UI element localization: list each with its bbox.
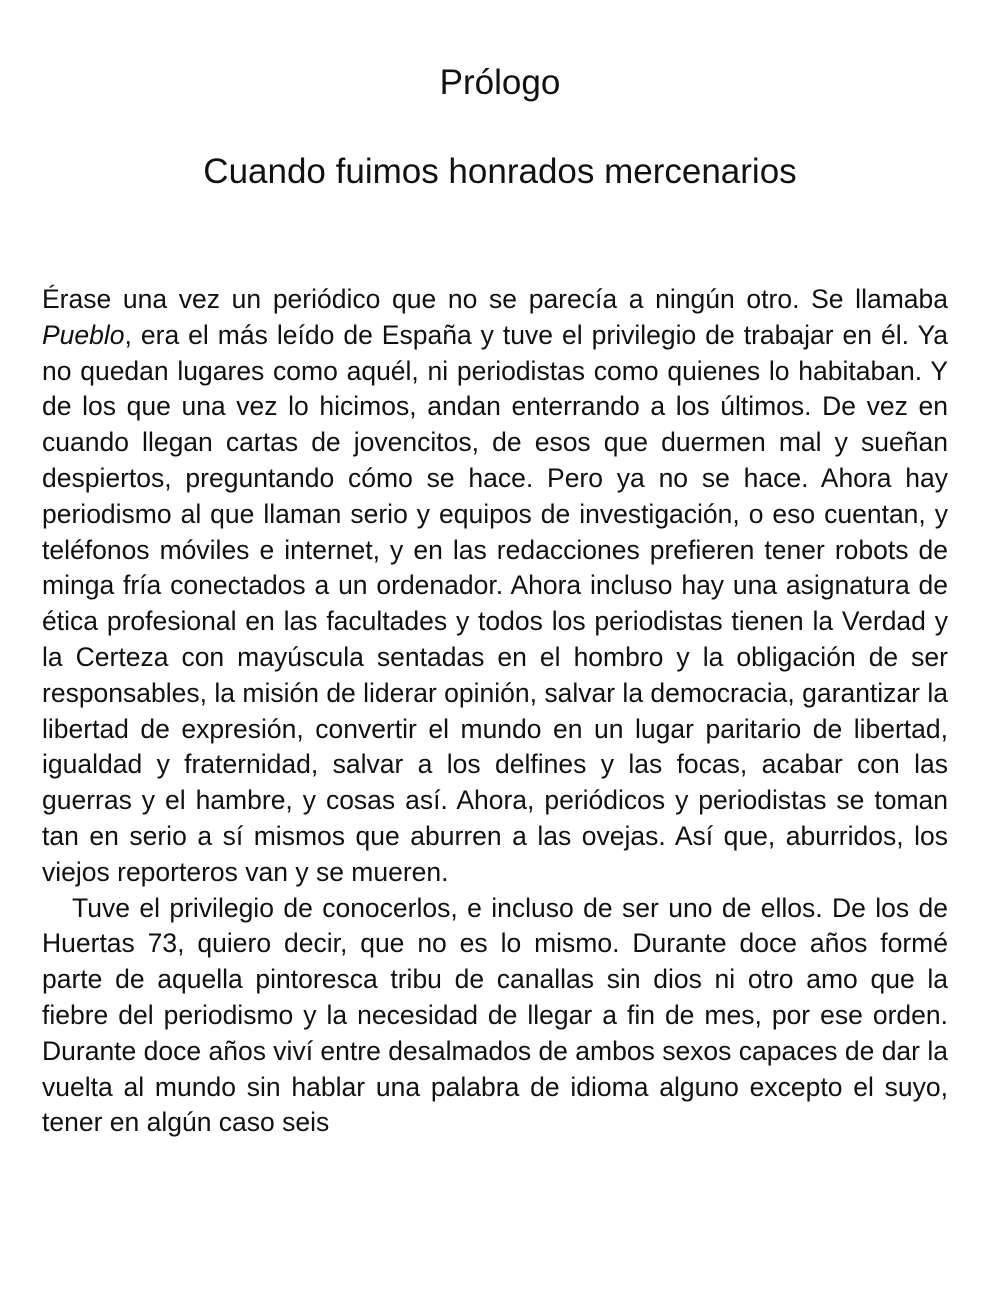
paragraph-1-start: Érase una vez un periódico que no se parecía a ningún otro. Se llamaba	[42, 284, 948, 314]
paragraph-2: Tuve el privilegio de conocerlos, e incluso de ser uno de ellos. De los de Huertas 73, quiero decir, que no es lo mismo. Durante doce años formé parte de aquella pintoresca tribu de canallas sin dios ni otro amo que la fiebre del periodismo y la necesidad de llegar a fin de mes, por ese orden. Durante doce años viví entre desalmados de ambos sexos capaces de dar la vuelta al mundo sin hablar una palabra de idioma alguno excepto el suyo, tener en algún caso seis	[42, 892, 948, 1138]
paragraph-1-rest: , era el más leído de España y tuve el privilegio de trabajar en él. Ya no quedan lugares como aquél, ni periodistas como quienes lo habitaban. Y de los que una vez lo hicimos, andan enterrando a los últimos. De vez en cuando llegan cartas de jovencitos, de esos que duermen mal y sueñan despiertos, preguntando cómo se hace. Pero ya no se hace. Ahora hay periodismo al que llaman serio y equipos de investigación, o eso cuentan, y teléfonos móviles e internet, y en las redacciones prefieren tener robots de minga fría conectados a un ordenador. Ahora incluso hay una asignatura de ética profesional en las facultades y todos los periodistas tienen la Verdad y la Certeza con mayúscula sentadas en el hombro y la obligación de ser responsables, la misión de liderar opinión, salvar la democracia, garantizar la libertad de expresión, convertir el mundo en un lugar paritario de libertad, igualdad y fraternidad, salvar a los delfines y las focas, acabar con las guerras y el hambre, y cosas así. Ahora, periódicos y periodistas se toman tan en serio a sí mismos que aburren a las ovejas. Así que, aburridos, los viejos reporteros van y se mueren.	[42, 319, 948, 887]
chapter-label: Prólogo	[439, 63, 561, 102]
chapter-title: Cuando fuimos honrados mercenarios	[203, 152, 797, 191]
paragraph-1	[42, 282, 948, 891]
newspaper-name: Pueblo	[42, 319, 125, 350]
body-text	[42, 282, 948, 1141]
